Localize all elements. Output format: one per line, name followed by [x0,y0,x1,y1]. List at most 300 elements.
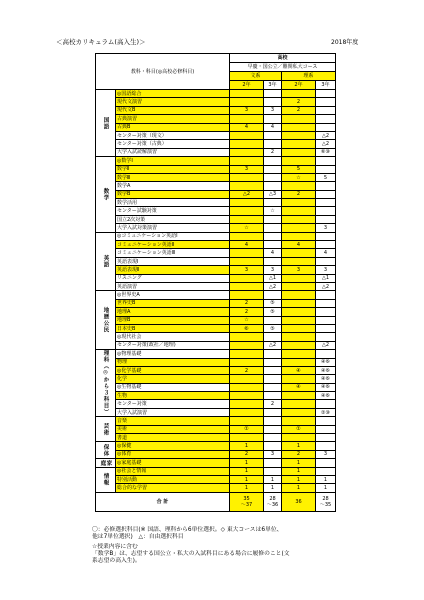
credit-cell [316,425,336,433]
credit-cell [316,459,336,467]
subject-name: 特別活動 [116,475,230,483]
credit-cell: 3 [316,224,336,232]
credit-cell: 2 [230,299,264,307]
credit-cell: △2 [316,140,336,148]
subject-name: 日本史B [116,324,230,332]
credit-cell [230,115,264,123]
credit-cell [230,291,264,299]
table-row [96,190,336,198]
credit-cell: ④ [282,366,316,374]
credit-cell [316,434,336,442]
credit-cell: 1 [282,459,316,467]
table-row [96,115,336,123]
credit-cell: 3 [264,106,282,114]
credit-cell: 1 [282,475,316,483]
note-line: 他は7単位選択) △：自由選択科目 [92,534,184,540]
credit-cell [230,98,264,106]
subject-name: ◎コミュニケーション英語Ⅰ [116,232,230,240]
credit-cell: ④⑥ [316,358,336,366]
subject-name: 英語表現Ⅱ [116,266,230,274]
credit-cell: 1 [282,467,316,475]
credit-cell: 2 [282,98,316,106]
subject-group: 保体 [96,442,116,459]
credit-cell: 2 [282,106,316,114]
table-row [96,408,336,416]
credit-cell: 1 [316,475,336,483]
credit-cell: ① [282,425,316,433]
table-row [96,417,336,425]
credit-cell [230,392,264,400]
table-row [96,98,336,106]
grade-header: 2年 [282,81,316,90]
subject-name: 物理 [116,358,230,366]
table-row [96,282,336,290]
subject-name: コミュニケーション英語Ⅱ [116,241,230,249]
credit-cell [282,333,316,341]
table-row [96,266,336,274]
credit-cell [230,90,264,98]
credit-cell [264,467,282,475]
credit-cell [282,350,316,358]
table-row [96,123,336,131]
credit-cell [264,316,282,324]
credit-cell: ④⑥ [316,392,336,400]
table-row [96,257,336,265]
credit-cell [264,434,282,442]
credit-cell: △1 [264,274,282,282]
credit-cell [282,434,316,442]
subject-group: 地歴公民 [96,291,116,350]
subject-name: 大学入試演習 [116,408,230,416]
table-row [96,157,336,165]
table-row [96,467,336,475]
credit-cell [264,425,282,433]
credit-cell [230,434,264,442]
credit-cell: ②⑩ [316,408,336,416]
subject-name: 数学活用 [116,199,230,207]
credit-cell [264,215,282,223]
credit-cell: 2 [264,148,282,156]
credit-cell [230,408,264,416]
credit-cell: ④⑥ [316,366,336,374]
table-row [96,299,336,307]
credit-cell [316,98,336,106]
credit-cell [264,366,282,374]
credit-cell [282,131,316,139]
table-row [96,316,336,324]
credit-cell [264,392,282,400]
subject-name: ◎世界史A [116,291,230,299]
subject-name: リスニング [116,274,230,282]
credit-cell [264,157,282,165]
table-row [96,249,336,257]
credit-cell: 1 [230,484,264,492]
credit-cell [316,123,336,131]
credit-cell [230,232,264,240]
credit-cell [316,333,336,341]
track-bunkei: 文系 [230,72,282,81]
subject-name: 総合的な学習 [116,484,230,492]
table-row [96,224,336,232]
subject-name: ◎化学基礎 [116,366,230,374]
subject-group: 家庭 [96,459,116,467]
table-row [96,392,336,400]
credit-cell [282,299,316,307]
subject-name: 世界史B [116,299,230,307]
credit-cell [264,165,282,173]
credit-cell: 1 [282,442,316,450]
credit-cell: △1 [316,274,336,282]
credit-cell [264,358,282,366]
table-row [96,173,336,181]
table-row [96,274,336,282]
credit-cell [316,115,336,123]
credit-cell [282,207,316,215]
credit-cell: △2 [316,131,336,139]
credit-cell: 1 [230,475,264,483]
credit-cell [316,207,336,215]
subject-name: 音楽 [116,417,230,425]
credit-cell [316,90,336,98]
credit-cell: 2 [264,400,282,408]
credit-cell [282,182,316,190]
credit-cell [264,140,282,148]
subject-name: センター対策(政社／地理) [116,341,230,349]
credit-cell [230,157,264,165]
subject-name: 地理A [116,308,230,316]
subject-name: ◎保健 [116,442,230,450]
credit-cell [264,199,282,207]
credit-cell: ☆ [230,224,264,232]
credit-cell [282,90,316,98]
credit-cell [264,241,282,249]
credit-cell [316,199,336,207]
credit-cell [230,400,264,408]
credit-cell [264,333,282,341]
credit-cell [264,375,282,383]
credit-cell [264,173,282,181]
table-row [96,341,336,349]
credit-cell [282,232,316,240]
subject-name: 大学入試対策演習 [116,224,230,232]
credit-cell [282,308,316,316]
credit-cell [316,299,336,307]
credit-cell [282,224,316,232]
subject-name: 古典演習 [116,115,230,123]
credit-cell [316,232,336,240]
note-line: 「数学B」は、志望する国公立・私大の入試科目にある場合に履修のこと(文 [92,551,290,557]
table-row [96,106,336,114]
credit-cell: 2 [230,450,264,458]
credit-cell: 2 [230,308,264,316]
note-line: 系志望の高入生)。 [92,558,141,564]
table-row [96,241,336,249]
credit-cell: 5 [282,165,316,173]
credit-cell [264,224,282,232]
credit-cell: △2 [264,341,282,349]
credit-cell: 4 [316,249,336,257]
credit-cell: 2 [282,190,316,198]
credit-cell: 3 [230,106,264,114]
subject-name: センター対策 [116,400,230,408]
credit-cell: △2 [264,282,282,290]
credit-cell: 1 [316,484,336,492]
table-row [96,434,336,442]
subject-name: ◎家庭基礎 [116,459,230,467]
subject-name: センター試験対策 [116,207,230,215]
credit-cell: 4 [264,249,282,257]
table-row [96,199,336,207]
subject-name: 英語表現Ⅰ [116,257,230,265]
credit-cell: 3 [264,266,282,274]
credit-cell: 2 [230,366,264,374]
credit-cell: 1 [230,442,264,450]
table-row [96,333,336,341]
track-rikei: 理系 [282,72,336,81]
credit-cell [230,249,264,257]
credit-cell [316,291,336,299]
table-row [96,140,336,148]
credit-cell: 3 [316,450,336,458]
subject-name: 現代文B [116,106,230,114]
subject-name: ◎国語総合 [116,90,230,98]
credit-cell [264,232,282,240]
credit-cell [282,257,316,265]
table-row [96,425,336,433]
note-line: 〇：必修選択科目(※ 国語、理科から6単位選択。◇ 東大コースは6単位、 [92,527,283,533]
table-row [96,350,336,358]
credit-cell: 1 [264,484,282,492]
credit-cell [316,324,336,332]
subject-name: 古典B [116,123,230,131]
grade-header: 2年 [230,81,264,90]
subject-name: 数学B [116,190,230,198]
table-row [96,324,336,332]
table-row [96,165,336,173]
subject-name: ◎生物基礎 [116,383,230,391]
credit-cell: ☆ [230,316,264,324]
credit-cell: 4 [264,123,282,131]
credit-cell [282,417,316,425]
credit-cell [282,375,316,383]
table-row [96,291,336,299]
credit-cell [264,459,282,467]
table-row [96,207,336,215]
table-row [96,366,336,374]
subject-name: ◎数学Ⅰ [116,157,230,165]
subject-name: ◎体育 [116,450,230,458]
credit-cell [230,350,264,358]
credit-cell: 4 [282,241,316,249]
total-label: 合 計 [96,492,230,511]
subject-group: 情報 [96,467,116,492]
subject-name: ◎社会と情報 [116,467,230,475]
credit-cell [264,90,282,98]
credit-cell [230,131,264,139]
credit-cell [282,324,316,332]
credit-cell [316,316,336,324]
table-row [96,232,336,240]
credit-cell: △2 [230,190,264,198]
subject-name: 現代文演習 [116,98,230,106]
subject-group: 理科（◎から３科目） [96,350,116,417]
credit-cell [264,442,282,450]
credit-cell [282,291,316,299]
table-row [96,358,336,366]
credit-cell [264,115,282,123]
subject-group: 芸術 [96,417,116,442]
table-row [96,182,336,190]
credit-cell [264,98,282,106]
credit-cell [230,274,264,282]
total-bunkei-3: 28 ～36 [264,492,282,511]
subject-name: センター対策（古典） [116,140,230,148]
table-row [96,131,336,139]
credit-cell [230,375,264,383]
subject-name: ◎物理基礎 [116,350,230,358]
credit-cell [264,182,282,190]
credit-cell: 4 [230,241,264,249]
credit-cell: ④⑥ [316,383,336,391]
table-row [96,442,336,450]
credit-cell [230,148,264,156]
credit-cell [264,350,282,358]
grade-header: 3年 [316,81,336,90]
credit-cell: 1 [230,459,264,467]
credit-cell [264,417,282,425]
credit-cell [282,274,316,282]
credit-cell: ☆ [282,173,316,181]
credit-cell [316,157,336,165]
grade-header: 3年 [264,81,282,90]
credit-cell [282,115,316,123]
credit-cell: △3 [264,190,282,198]
credit-cell [230,199,264,207]
credit-cell [316,417,336,425]
credit-cell [264,408,282,416]
credit-cell [282,148,316,156]
subject-name: 数学A [116,182,230,190]
credit-cell [230,341,264,349]
subject-group: 国語 [96,90,116,157]
table-row [96,308,336,316]
credit-cell: ⑤ [264,324,282,332]
credit-cell: ⑤ [264,308,282,316]
subject-name: 大学入試読解演習 [116,148,230,156]
subject-name: コミュニケーション英語Ⅲ [116,249,230,257]
subject-name: 生物 [116,392,230,400]
table-row [96,459,336,467]
credit-cell [282,123,316,131]
curriculum-table [95,53,336,512]
credit-cell [230,173,264,181]
credit-cell [282,316,316,324]
credit-cell: △2 [316,282,336,290]
credit-cell: 3 [264,450,282,458]
credit-cell: △2 [316,341,336,349]
subject-name: ◎現代社会 [116,333,230,341]
credit-cell: ⑥⑩ [316,148,336,156]
course-header: 早慶・国公立／難関私大コース [230,63,336,72]
total-rikei-2: 36 [282,492,316,511]
note-line: ☆授業内容に含む [92,544,138,550]
credit-cell: 3 [282,266,316,274]
subject-name: 美術 [116,425,230,433]
credit-cell [282,400,316,408]
credit-cell: ⑥ [230,324,264,332]
table-row [96,400,336,408]
subject-name: 化学 [116,375,230,383]
credit-cell: 3 [230,165,264,173]
credit-cell [282,282,316,290]
table-row [96,375,336,383]
credit-cell [282,249,316,257]
credit-cell [230,257,264,265]
table-row [96,215,336,223]
credit-cell: 1 [264,475,282,483]
credit-cell [230,282,264,290]
credit-cell [316,308,336,316]
credit-cell: ④ [282,383,316,391]
subject-name: 英語演習 [116,282,230,290]
subject-name: 国立2次対策 [116,215,230,223]
table-row [96,90,336,98]
credit-cell [230,182,264,190]
credit-cell [316,442,336,450]
credit-cell [264,131,282,139]
credit-cell [316,467,336,475]
credit-cell [316,106,336,114]
credit-cell [316,400,336,408]
credit-cell: 3 [316,266,336,274]
credit-cell [264,383,282,391]
credit-cell [230,207,264,215]
subject-name: センター対策（現文） [116,131,230,139]
credit-cell: ⑤ [264,299,282,307]
table-row [96,383,336,391]
subject-group: 数学 [96,157,116,233]
credit-cell: 1 [282,484,316,492]
credit-cell [230,383,264,391]
credit-cell [282,408,316,416]
school-header: 高校 [230,54,336,63]
total-rikei-3: 28 ～35 [316,492,336,511]
credit-cell [230,358,264,366]
credit-cell [282,358,316,366]
credit-cell [282,140,316,148]
credit-cell: 1 [230,467,264,475]
year-label: 2018年度 [331,39,359,46]
credit-cell: 3 [230,266,264,274]
credit-cell: ④⑥ [316,375,336,383]
total-bunkei-2: 35 ～37 [230,492,264,511]
credit-cell: 2 [282,450,316,458]
credit-cell: ☆ [264,207,282,215]
subject-name: 数学Ⅱ [116,165,230,173]
credit-cell [264,291,282,299]
credit-cell [316,241,336,249]
credit-cell [230,140,264,148]
credit-cell [230,417,264,425]
credit-cell [316,350,336,358]
credit-cell [282,341,316,349]
table-row [96,450,336,458]
credit-cell [316,190,336,198]
credit-cell [282,157,316,165]
table-row [96,148,336,156]
credit-cell [282,392,316,400]
table-row [96,475,336,483]
